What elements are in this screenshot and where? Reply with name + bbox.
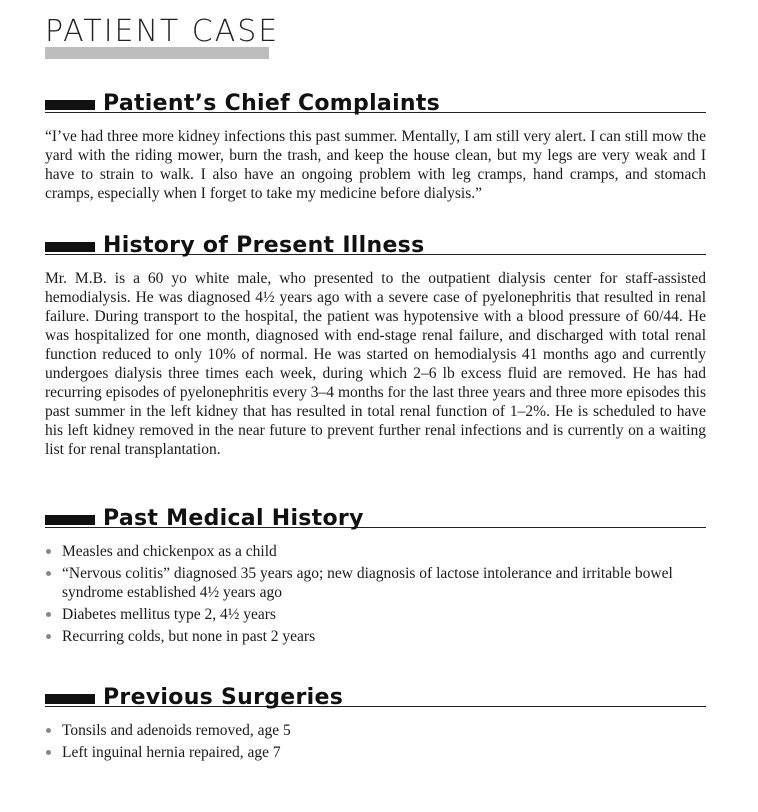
section-heading — [45, 501, 706, 531]
list-item-text: Left inguinal hernia repaired, age 7 — [62, 744, 281, 761]
bullet-icon — [46, 612, 51, 617]
section-heading — [45, 680, 706, 710]
list-item — [45, 627, 706, 646]
bullet-icon — [46, 750, 51, 755]
past-medical-history-list — [45, 542, 706, 646]
bullet-icon — [46, 728, 51, 733]
list-item — [45, 542, 706, 561]
page-title: PATIENT CASE — [45, 14, 280, 49]
section-past-medical-history — [45, 501, 706, 649]
section-heading — [45, 86, 706, 116]
list-item — [45, 721, 706, 740]
list-item-text: Tonsils and adenoids removed, age 5 — [62, 722, 291, 739]
heading-marker-block — [45, 515, 95, 525]
list-item-text: “Nervous colitis” diagnosed 35 years ago; new diagnosis of lactose intolerance and irritable bowel syndrome established 4½ years ago — [62, 565, 673, 601]
heading-text: Previous Surgeries — [103, 685, 344, 710]
list-item — [45, 605, 706, 624]
heading-marker-block — [45, 242, 95, 252]
previous-surgeries-list — [45, 721, 706, 762]
heading-marker-block — [45, 694, 95, 704]
list-item-text: Diabetes mellitus type 2, 4½ years — [62, 606, 276, 623]
list-item-text: Measles and chickenpox as a child — [62, 543, 277, 560]
list-item-text: Recurring colds, but none in past 2 years — [62, 628, 316, 645]
heading-marker-block — [45, 100, 95, 110]
section-heading — [45, 228, 706, 258]
page-title-block — [45, 14, 279, 59]
bullet-icon — [46, 634, 51, 639]
bullet-icon — [46, 571, 51, 576]
heading-text: Patient’s Chief Complaints — [103, 91, 441, 116]
bullet-icon — [46, 549, 51, 554]
chief-complaints-text: “I’ve had three more kidney infections this past summer. Mentally, I am still very alert. I can still mow the yard with the riding mower, burn the trash, and keep the house clean, but my legs are very weak and I have to strain to walk. I also have an ongoing problem with leg cramps, hand cramps, and stomach cramps, especially when I forget to take my medicine before dialysis.” — [45, 128, 706, 202]
present-illness-text: Mr. M.B. is a 60 yo white male, who presented to the outpatient dialysis center for staff-assisted hemodialysis. He was diagnosed 4½ years ago with a severe case of pyelonephritis that resulted in renal failure. During transport to the hospital, the patient was hypotensive with a blood pressure of 60/44. He was hospitalized for one month, diagnosed with end-stage renal failure, and discharged with total renal function reduced to only 10% of normal. He was started on hemodialysis 41 months ago and currently undergoes dialysis three times each week, during which 2–6 lb excess fluid are removed. He has had recurring episodes of pyelonephritis every 3–4 months for the last three years and three more episodes this past summer in the left kidney that has resulted in total renal function of 1–2%. He is scheduled to have his left kidney removed in the near future to prevent further renal infections and is currently on a waiting list for renal transplantation. — [45, 270, 706, 458]
section-history-of-present-illness — [45, 228, 706, 459]
list-item — [45, 564, 706, 602]
heading-text: Past Medical History — [103, 506, 364, 531]
section-previous-surgeries — [45, 680, 706, 765]
list-item — [45, 743, 706, 762]
section-chief-complaints — [45, 86, 706, 203]
heading-text: History of Present Illness — [103, 233, 425, 258]
